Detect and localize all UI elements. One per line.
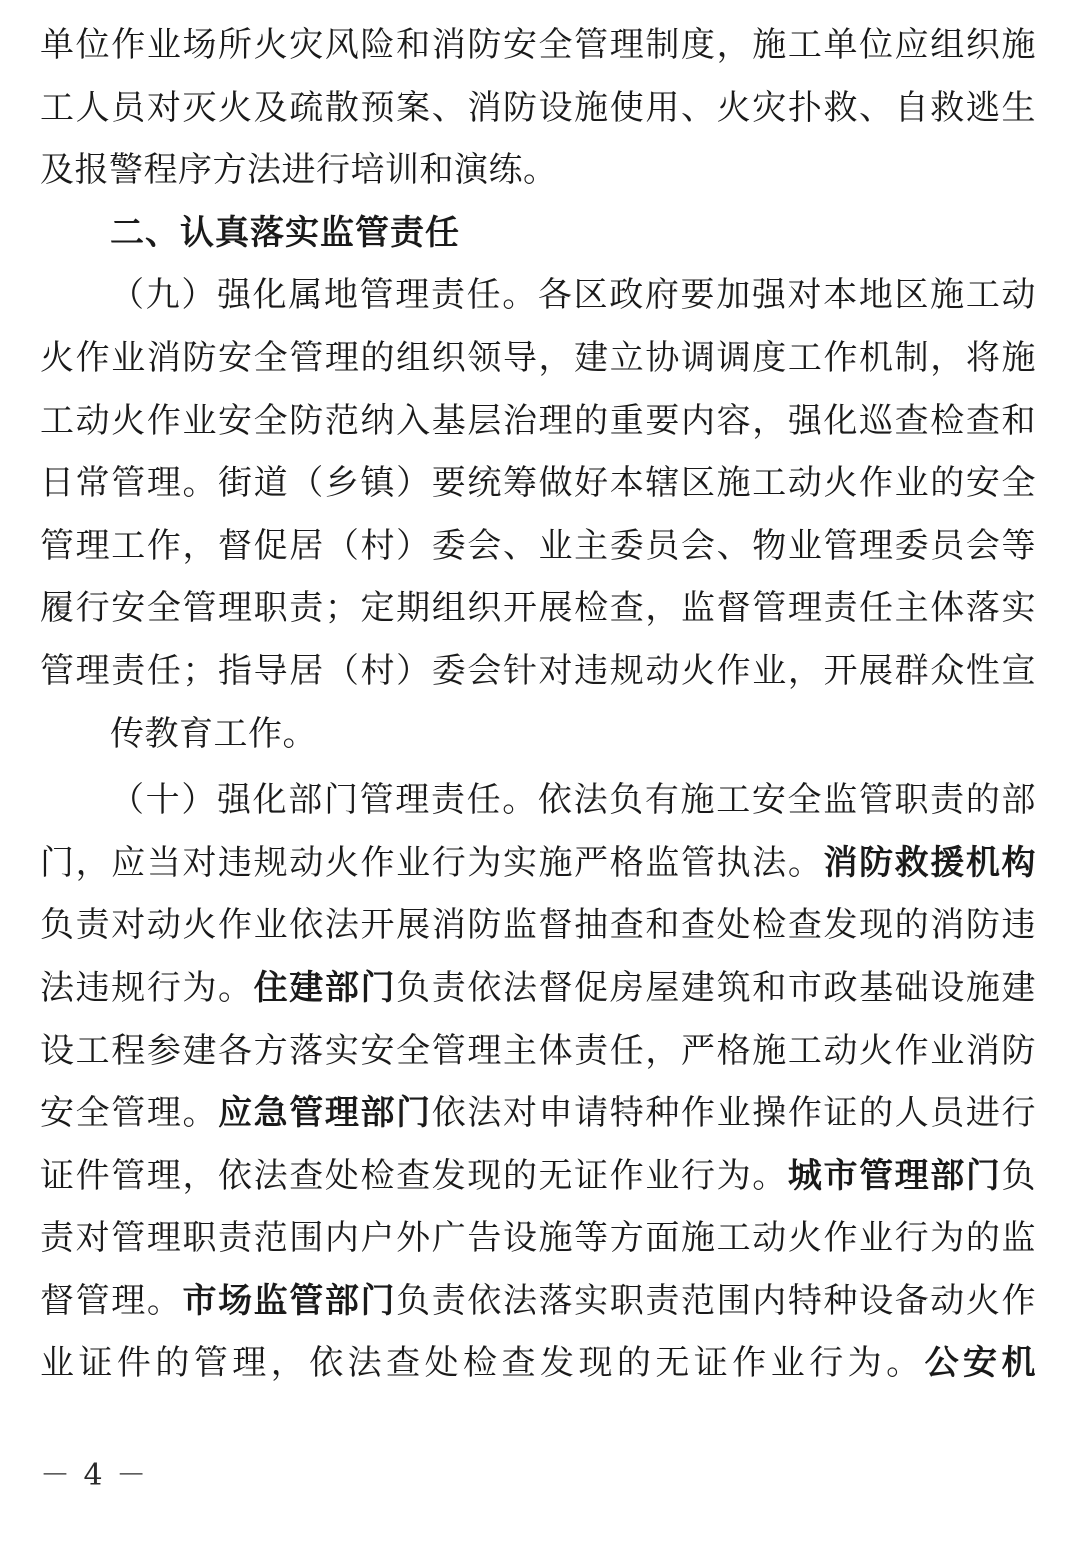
term-public-security: 公安机 — [924, 1343, 1036, 1384]
paragraph-item-10 — [40, 769, 1036, 1395]
item-10-housing-duty: 负责依法督促房屋建筑和市政基础设施建设工程参建各方落实安全管理主体责任，严格施工动火作业消防安全管理。 — [40, 967, 1037, 1134]
item-10-fire-rescue-duty: 负责对动火作业依法开展消防监督抽查和查处检查发现的消防违法违规行为。 — [40, 905, 1036, 1008]
item-10-city-management-duty: 负责对管理职责范围内户外广告设施等方面施工动火作业行为的监督管理。 — [40, 1155, 1037, 1321]
term-fire-rescue: 消防救援机构 — [823, 842, 1037, 883]
item-10-market-supervision-duty: 负责依法落实职责范围内特种设备动火作业证件的管理，依法查处检查发现的无证作业行为。 — [40, 1280, 1037, 1384]
paragraph-training-last-line: 及报警程序方法进行培训和演练。 — [40, 150, 558, 191]
term-city-management-dept: 城市管理部门 — [787, 1155, 1002, 1196]
paragraph-item-9-last-line: 传教育工作。 — [110, 713, 317, 754]
section-heading-supervision: 二、认真落实监管责任 — [110, 212, 460, 253]
item-10-intro: （十）强化部门管理责任。依法负有施工安全监管职责的部门，应当对违规动火作业行为实施严格监管执法。 — [40, 780, 1036, 883]
paragraph-training — [40, 14, 1036, 202]
document-page — [40, 14, 1036, 1395]
term-housing-dept: 住建部门 — [253, 967, 397, 1008]
paragraph-item-9 — [40, 264, 1036, 765]
term-market-supervision-dept: 市场监管部门 — [182, 1280, 397, 1321]
page-number: － 4 － — [40, 1458, 149, 1493]
paragraph-item-9-text: （九）强化属地管理责任。各区政府要加强对本地区施工动火作业消防安全管理的组织领导，建立协调调度工作机制，将施工动火作业安全防范纳入基层治理的重要内容，强化巡查检查和日常管理。街道（乡镇）要统筹做好本辖区施工动火作业的安全管理工作，督促居（村）委会、业主委员会、物业管理委员会等履行安全管理职责；定期组织开展检查，监督管理责任主体落实管理责任；指导居（村）委会针对违规动火作业，开展群众性宣 — [40, 275, 1036, 691]
item-10-emergency-duty: 依法对申请特种作业操作证的人员进行证件管理，依法查处检查发现的无证作业行为。 — [40, 1093, 1037, 1196]
term-emergency-dept: 应急管理部门 — [218, 1093, 432, 1134]
paragraph-training-text: 单位作业场所火灾风险和消防安全管理制度，施工单位应组织施工人员对灭火及疏散预案、消防设施使用、火灾扑救、自救逃生 — [40, 25, 1036, 128]
